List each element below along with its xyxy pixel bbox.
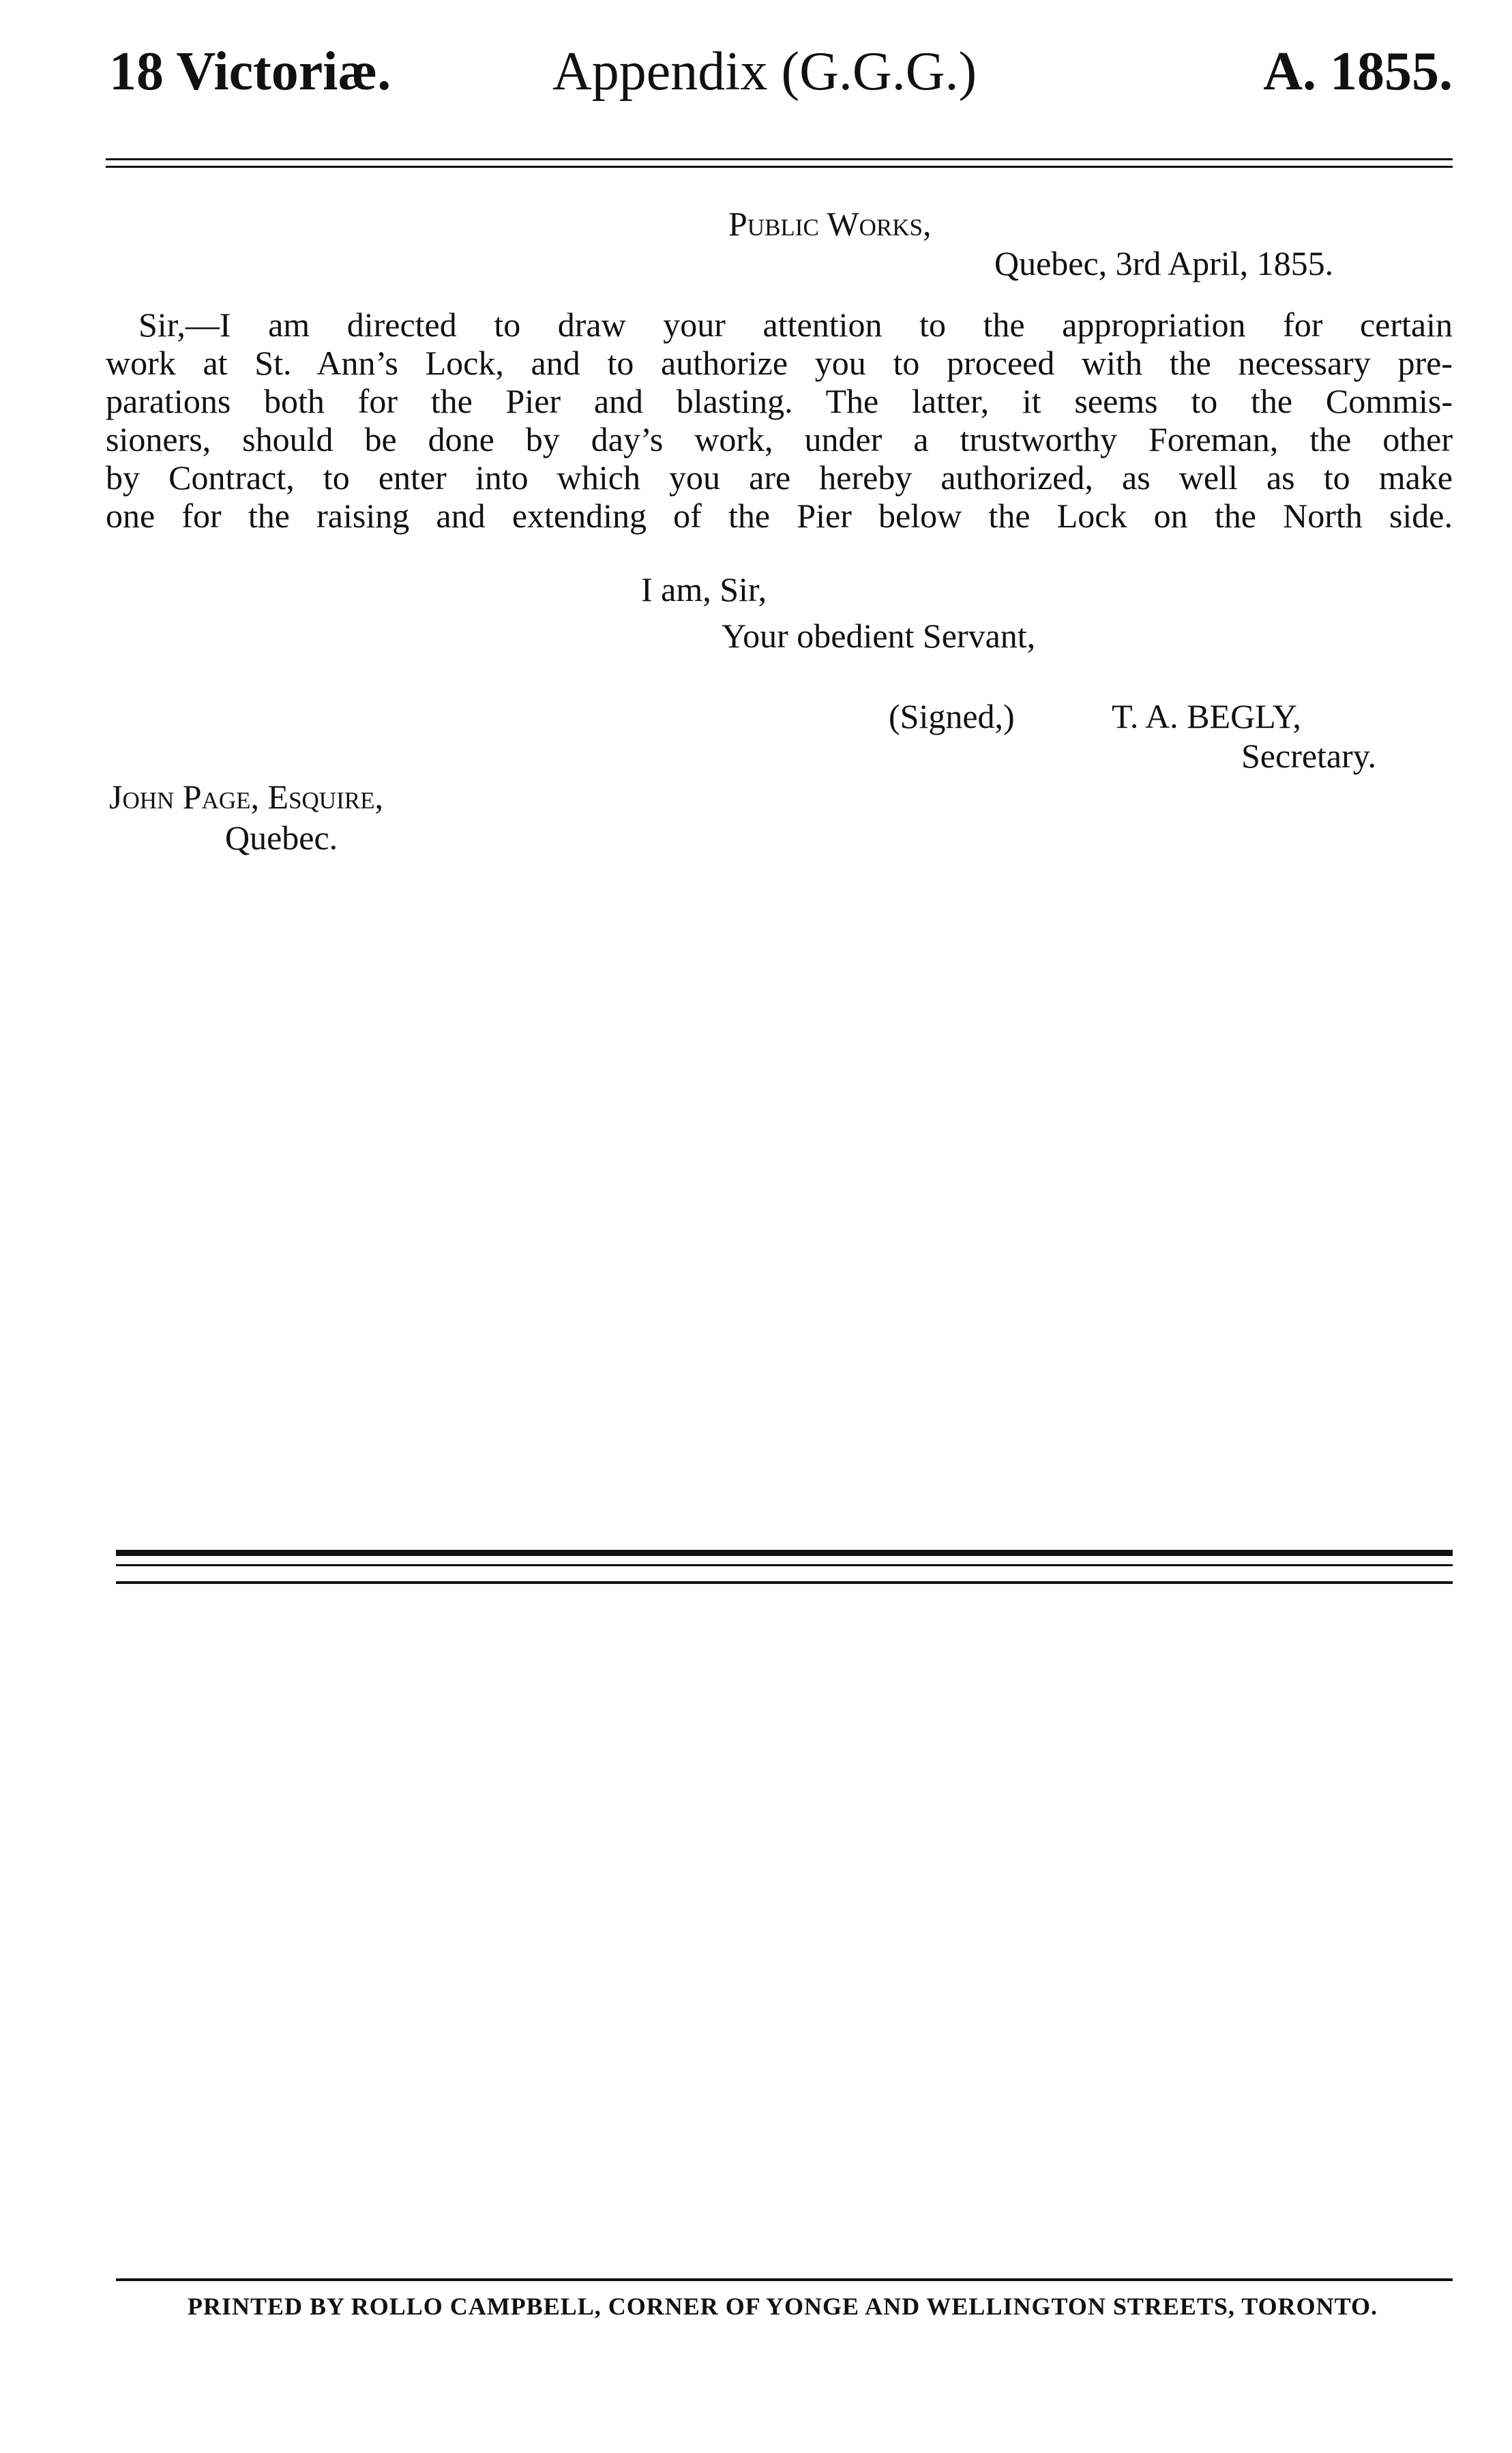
header-appendix: Appendix (G.G.G.) [552,42,977,102]
closing-servant: Your obedient Servant, [722,617,1036,655]
header-rule [106,158,1453,168]
printer-imprint: PRINTED BY ROLLO CAMPBELL, CORNER OF YONGE AND WELLINGTON STREETS, TORONTO. [188,2293,1378,2320]
addressee-name: John Page, Esquire, [109,778,383,816]
body-line: parations both for the Pier and blasting. The latter, it seems to the Commis- [106,382,1453,420]
body-line: sioners, should be done by day’s work, under a trustworthy Foreman, the other [106,420,1453,458]
addressee-place: Quebec. [225,819,338,857]
body-line: Sir,—I am directed to draw your attention to the appropriation for certain [138,306,1453,344]
page-header [109,41,1453,116]
body-line: work at St. Ann’s Lock, and to authorize you to proceed with the necessary pre- [106,344,1453,382]
letter-date: Quebec, 3rd April, 1855. [994,244,1334,282]
header-session: 18 Victoriæ. [109,42,391,102]
footer-rule [116,2278,1453,2281]
end-rule-thin [116,1581,1453,1584]
office-heading: Public Works, [728,205,932,243]
signed-marker: (Signed,) [889,697,1015,735]
signatory-name: T. A. BEGLY, [1112,697,1301,735]
body-line: one for the raising and extending of the Pier below the Lock on the North side. [106,497,1453,535]
header-year: A. 1855. [1263,42,1453,102]
body-line: by Contract, to enter into which you are hereby authorized, as well as to make [106,458,1453,497]
signatory-title: Secretary. [1241,737,1377,775]
end-rule [116,1550,1453,1566]
letter-body [106,306,1453,535]
closing-salutation: I am, Sir, [641,570,767,608]
